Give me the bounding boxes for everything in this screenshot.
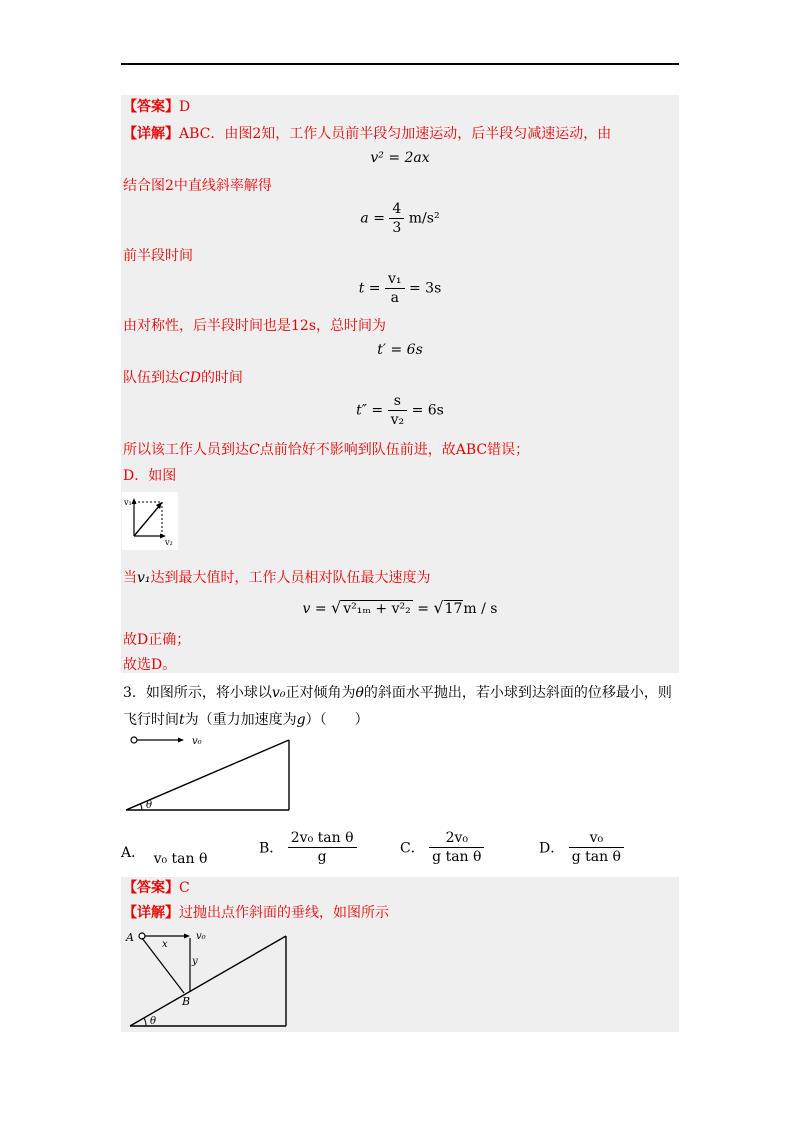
- velocity-diagram: [122, 492, 178, 550]
- answer-line: [123, 97, 190, 117]
- equation-3: [0, 270, 800, 307]
- equation-2: [0, 200, 800, 237]
- q3-text-c: 的斜面水平抛出，若小球到达斜面的位移最小，则: [363, 685, 672, 701]
- equation-3-den: a: [390, 290, 399, 306]
- q3-line2-c: ）（ ）: [305, 712, 369, 728]
- equation-5-lhs: t″ =: [356, 402, 384, 419]
- detail-line-5: [123, 368, 243, 388]
- answer-tag-2: 【答案】: [123, 880, 179, 896]
- detail-line-10: 故选D。: [123, 657, 177, 673]
- equation-2-num: 4: [389, 200, 404, 219]
- equation-6-radicand: v²₁ₘ + v²₂: [343, 601, 411, 617]
- q3-theta: θ: [355, 685, 364, 701]
- equation-5-den: v₂: [390, 412, 405, 428]
- option-c-den: g tan θ: [432, 849, 482, 865]
- detail-line-3: 前半段时间: [123, 248, 193, 264]
- equation-5-rhs: = 6s: [411, 402, 444, 419]
- option-a-expr: v₀ tan θ: [153, 851, 208, 867]
- line-5-pre: 队伍到达: [123, 370, 179, 386]
- line-6-var: C: [249, 442, 260, 458]
- fig-v0-label: v₀: [192, 736, 202, 747]
- solution-diagram: [120, 928, 290, 1030]
- equation-6: [0, 598, 800, 617]
- answer-line-2: [123, 878, 190, 898]
- option-b-fraction: [288, 829, 357, 866]
- equation-5-num: s: [388, 392, 408, 411]
- line-6-post: 点前恰好不影响到队伍前进，故ABC错误；: [259, 442, 530, 458]
- q3-line2-b: 为（重力加速度为: [184, 712, 297, 728]
- option-b-num: 2v₀ tan θ: [288, 829, 357, 848]
- equation-1: [0, 150, 800, 166]
- q3-v0: v₀: [271, 685, 286, 701]
- detail-line-9: 故D正确；: [123, 632, 191, 648]
- equation-6-radicand-2: 17: [444, 601, 463, 617]
- fig-v0-label-2: v₀: [196, 931, 206, 942]
- line-5-post: 的时间: [200, 370, 243, 386]
- equation-6-eq: =: [417, 601, 429, 617]
- equation-1-text: v² = 2ax: [370, 150, 430, 166]
- option-c-label: C．: [400, 840, 425, 857]
- detail-text-1: ABC．由图2知，工作人员前半段匀加速运动，后半段匀减速运动，由: [179, 126, 612, 142]
- sqrt-sign-2: √: [433, 598, 444, 617]
- detail-line-4: 由对称性，后半段时间也是12s，总时间为: [123, 318, 386, 334]
- ball-icon: [131, 737, 137, 743]
- sqrt-sign-1: √: [331, 598, 342, 617]
- line-8-post: 达到最大值时，工作人员相对队伍最大速度为: [150, 570, 431, 586]
- fig-x-label: x: [162, 939, 168, 950]
- line-8-var: v₁: [137, 570, 151, 586]
- detail-line-6: [123, 440, 529, 460]
- equation-3-fraction: [385, 270, 405, 307]
- option-c-fraction: [429, 829, 484, 866]
- line-8-pre: 当: [123, 570, 137, 586]
- equation-3-lhs: t =: [358, 280, 381, 297]
- option-c[interactable]: [400, 829, 484, 866]
- equation-2-lhs: a =: [360, 210, 385, 227]
- equation-6-unit: m / s: [463, 601, 498, 617]
- line-6-pre: 所以该工作人员到达: [123, 442, 249, 458]
- detail-text-2-1: 过抛出点作斜面的垂线，如图所示: [179, 905, 389, 921]
- fig-v2-label: v₂: [165, 538, 173, 547]
- fig-theta-label-2: θ: [150, 1016, 157, 1027]
- fig-a-label: A: [126, 931, 134, 944]
- equation-2-den: 3: [392, 220, 402, 236]
- q3-text-b: 正对倾角为: [285, 685, 356, 701]
- option-d-label: D．: [539, 840, 565, 857]
- q3-text-a: 3．如图所示，将小球以: [123, 685, 272, 701]
- question-3-line-2: [123, 710, 369, 730]
- option-d[interactable]: [539, 829, 624, 866]
- q3-g: g: [296, 712, 306, 728]
- option-b[interactable]: [259, 829, 357, 866]
- equation-2-unit: m/s²: [408, 210, 440, 227]
- equation-2-fraction: [389, 200, 404, 237]
- option-d-num: v₀: [569, 829, 624, 848]
- option-d-fraction: [569, 829, 624, 866]
- page-top-rule: [121, 63, 679, 65]
- incline-diagram: [122, 730, 294, 814]
- equation-6-lhs: v =: [302, 601, 327, 617]
- equation-3-rhs: = 3s: [408, 280, 442, 297]
- answer-value-2: C: [179, 880, 190, 896]
- fig-b-label: B: [182, 995, 191, 1008]
- option-b-label: B．: [259, 840, 284, 857]
- detail-line-2: 结合图2中直线斜率解得: [123, 178, 272, 194]
- detail-line-7: D．如图: [123, 468, 177, 484]
- equation-4: [0, 342, 800, 358]
- answer-value: D: [179, 99, 191, 115]
- option-c-num: 2v₀: [429, 829, 484, 848]
- fig-y-label: y: [192, 956, 198, 967]
- equation-4-text: t′ = 6s: [377, 342, 423, 358]
- fig-theta-label: θ: [146, 800, 153, 811]
- option-b-den: g: [317, 849, 327, 865]
- equation-5-fraction: [388, 392, 408, 429]
- fig-v1-label: v₁: [124, 498, 132, 507]
- q3-line2-a: 飞行时间: [123, 712, 179, 728]
- detail-tag-2: 【详解】: [123, 905, 179, 921]
- detail-line-1: [123, 124, 611, 144]
- line-5-var: CD: [179, 370, 201, 386]
- detail-tag: 【详解】: [123, 126, 179, 142]
- answer-tag: 【答案】: [123, 99, 179, 115]
- option-a[interactable]: [121, 842, 208, 867]
- detail-line-2-1: [123, 903, 389, 923]
- q3-t: t: [179, 712, 185, 728]
- equation-5: [0, 392, 800, 429]
- question-3-line-1: [123, 683, 672, 703]
- detail-line-8: [123, 568, 431, 588]
- option-d-den: g tan θ: [571, 849, 621, 865]
- option-a-label: A．: [121, 845, 146, 861]
- equation-3-num: v₁: [385, 270, 405, 289]
